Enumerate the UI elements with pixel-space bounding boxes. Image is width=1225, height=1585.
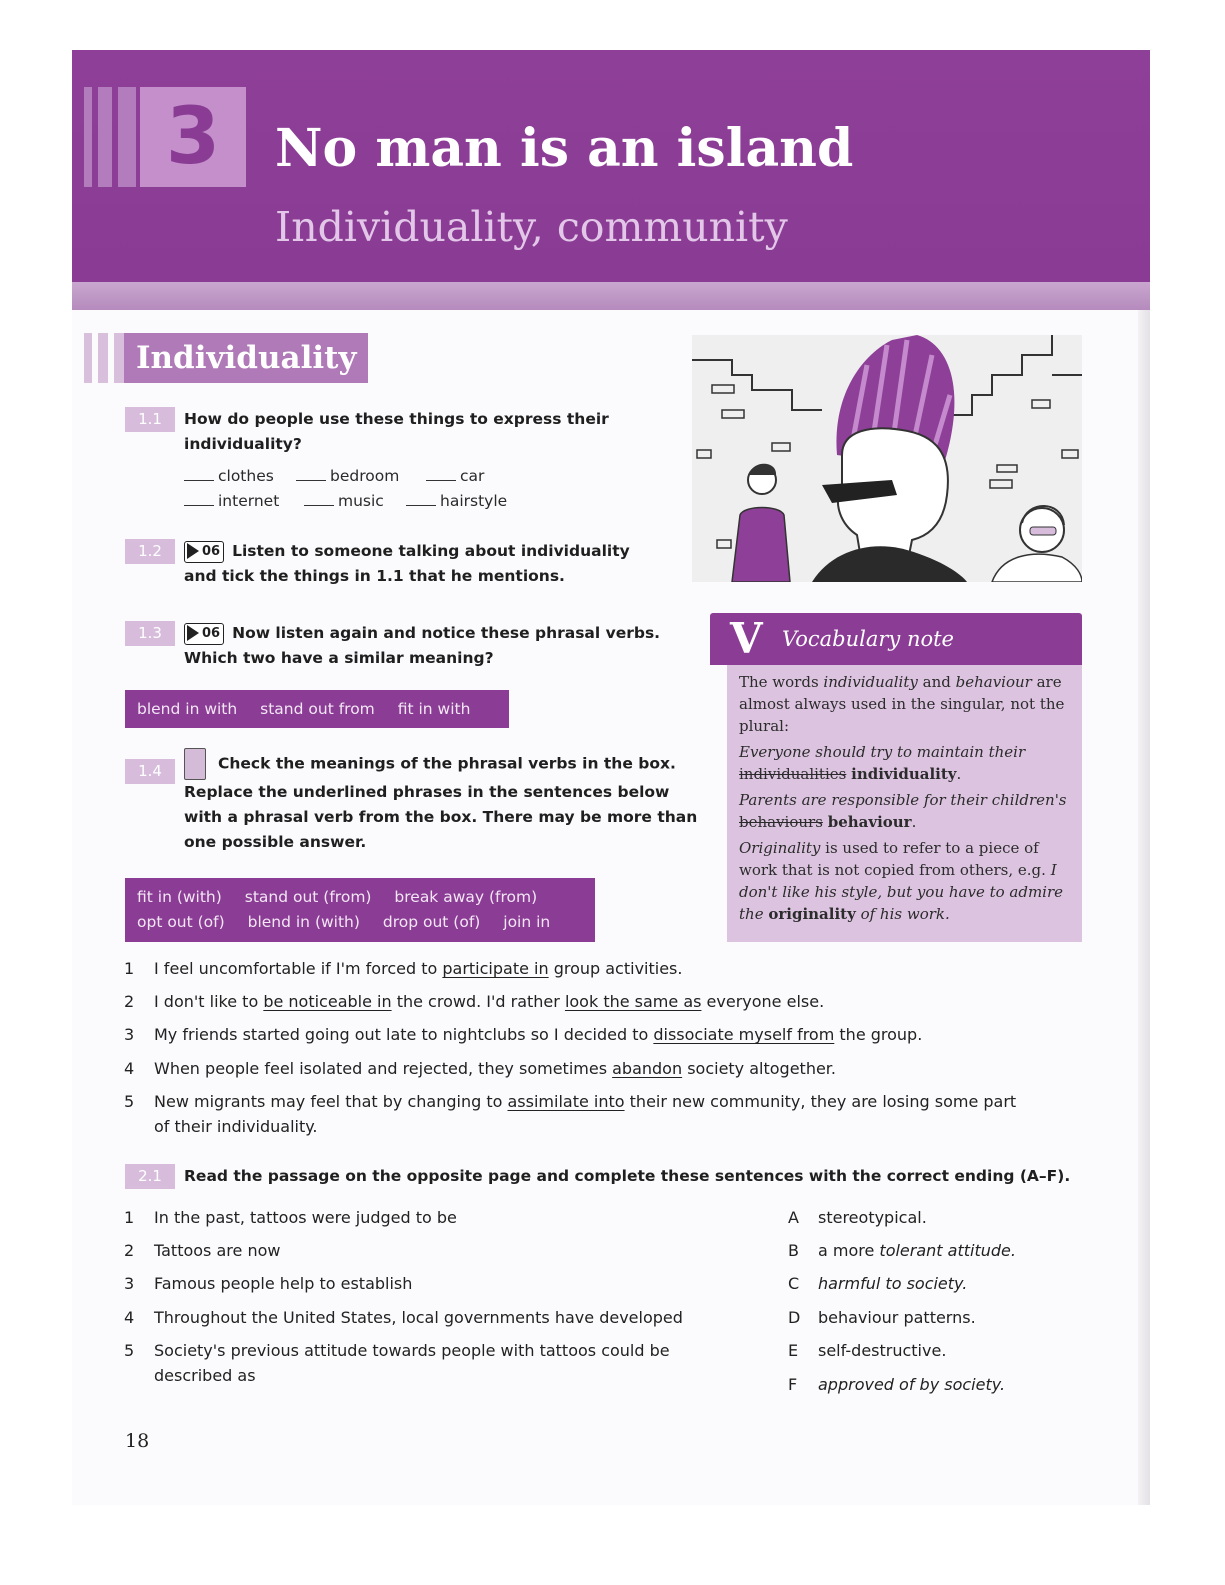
box-item: break away (from)	[394, 888, 538, 906]
box-item: blend in (with)	[247, 913, 360, 931]
exercise-number: 1.2	[125, 539, 175, 564]
phrasal-verb-box	[125, 878, 595, 942]
list-item: music	[304, 492, 384, 510]
vocabulary-note-body: The words individuality and behaviour are almost always used in the singular, not the plural: Everyone should try to maintain their individualities individuality. Parents are responsible for their children's behaviours behaviour. Originality is used to refer to a piece of work that is not copied from others, e.g. I don't like his style, but you have to admire the originality of his work.	[727, 665, 1082, 942]
vocabulary-note-title: Vocabulary note	[782, 627, 954, 651]
box-item: blend in with	[137, 700, 238, 718]
chapter-number-block	[84, 87, 248, 187]
exercise-instruction: Check the meanings of the phrasal verbs in the box. Replace the underlined phrases in the sentences below with a phrasal verb from the box. There may be more than one possible answer.	[184, 748, 697, 855]
exercise-instruction: 06 Now listen again and notice these phrasal verbs. Which two have a similar meaning?	[184, 624, 661, 667]
vocabulary-v-icon: V	[730, 614, 763, 663]
section-heading: Individuality	[124, 333, 368, 383]
exercise-number: 1.4	[125, 759, 175, 784]
vocabulary-note-header	[710, 613, 1082, 665]
exercise-instruction: Read the passage on the opposite page and complete these sentences with the correct ending (A–F).	[184, 1167, 1071, 1185]
box-item: join in	[503, 913, 551, 931]
list-item: car	[426, 467, 484, 485]
chapter-title: No man is an island	[275, 118, 854, 179]
dictionary-icon	[184, 748, 206, 780]
exercise-number: 1.3	[125, 621, 175, 646]
phrasal-verb-box	[125, 690, 509, 728]
box-item: fit in with	[397, 700, 471, 718]
list-item: hairstyle	[406, 492, 507, 510]
exercise-instruction: 06 Listen to someone talking about individuality and tick the things in 1.1 that he mentions.	[184, 542, 630, 585]
page-number: 18	[125, 1430, 150, 1452]
box-item: stand out from	[260, 700, 375, 718]
list-item: internet	[184, 492, 279, 510]
page: 3 No man is an island Individuality, community Individuality 1.1 How do people use these things to express their individuality? clothes bedroom car internet music hairstyle 1.2 06 Listen to someone talking about individuality and tick the things in 1.1 that he mentions. 1.3 06 Now listen again and notice these phrasal verbs. Which two have a similar meaning? blend in with stand out from fit in with 1.4 Check the meanings of the phrasal verbs in the box. Replace the underlined phrases in the sentences below with a phrasal verb from the box. There may be more than one possible answer. fit in (with) stand out (from) break away (from) opt out (of) blend in (with) drop out (of) join in V Vocabulary note The words individuality and behaviour are almost always used in the singular, not the plural: Everyone should try to maintain their individualities individuality. Parents are responsible for their children's behaviours behaviour. Originality is used to refer to a piece of work that is not copied from others, e.g. I don't like his style, but you have to admire the originality of his work. 1 I feel uncomfortable if I'm forced to participate in group activities. 2 I don't like to be noticeable in the crowd. I'd rather look the same as everyone else. 3 My friends started going out late to nightclubs so I decided to dissociate myself from the group. 4 When people feel isolated and rejected, they sometimes abandon society altogether. 5 New migrants may feel that by changing to assimilate into their new community, they are losing some part of their individuality. 2.1 Read the passage on the opposite page and complete these sentences with the correct ending (A–F). 1 In the past, tattoos were judged to be 2 Tattoos are now 3 Famous people help to establish 4 Throughout the United States, local governments have developed 5 Society's previous attitude towards people with tattoos could be described as A stereotypical. B a more tolerant attitude. C harmful to society. D behaviour patterns. E self-destructive. F approved of by society. 18	[72, 50, 1150, 1505]
box-item: fit in (with)	[137, 888, 222, 906]
chapter-banner	[72, 50, 1150, 282]
box-item: stand out (from)	[244, 888, 372, 906]
exercise-instruction: How do people use these things to express their individuality?	[184, 410, 609, 453]
exercise-number: 1.1	[125, 407, 175, 432]
banner-strip	[72, 282, 1150, 310]
list-item: clothes	[184, 467, 274, 485]
punk-illustration	[692, 335, 1082, 582]
chapter-subtitle: Individuality, community	[275, 203, 788, 251]
audio-track-icon[interactable]: 06	[184, 541, 224, 563]
illustration-svg	[692, 335, 1082, 582]
chapter-number: 3	[140, 87, 246, 187]
audio-track-icon[interactable]: 06	[184, 623, 224, 645]
box-item: drop out (of)	[382, 913, 481, 931]
box-item: opt out (of)	[137, 913, 225, 931]
list-item: bedroom	[296, 467, 399, 485]
exercise-number: 2.1	[125, 1164, 175, 1189]
